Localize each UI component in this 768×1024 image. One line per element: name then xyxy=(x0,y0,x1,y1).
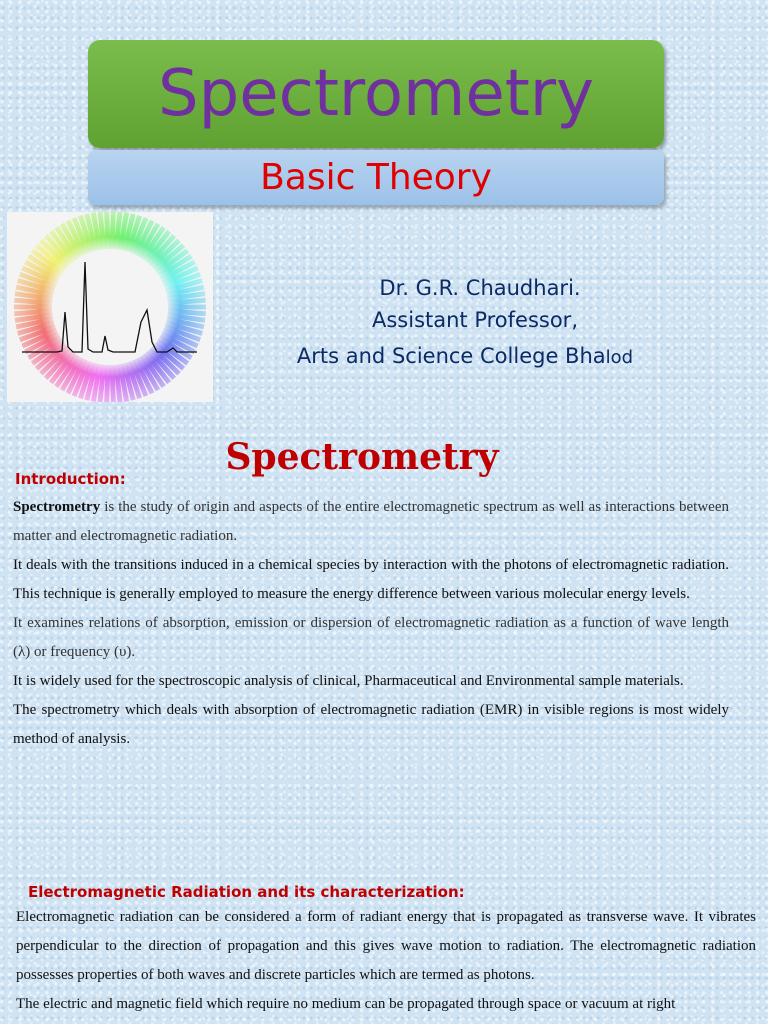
author-position: Assistant Professor, xyxy=(371,308,578,332)
intro-paragraph-4: It is widely used for the spectroscopic analysis of clinical, Pharmaceutical and Environmental sample materials. xyxy=(13,673,684,689)
intro-paragraph-1 xyxy=(13,493,729,551)
introduction-label: Introduction: xyxy=(15,470,126,488)
title-banner xyxy=(88,40,664,148)
author-college-main: Arts and Science College Bha xyxy=(296,344,606,368)
author-name: Dr. G.R. Chaudhari. xyxy=(379,276,581,300)
emr-paragraph-2: The electric and magnetic field which require no medium can be propagated through space or vacuum at right xyxy=(16,996,676,1012)
author-college-tail: lod xyxy=(605,347,634,368)
spectrum-color-wheel-icon xyxy=(7,212,213,402)
subtitle-banner xyxy=(88,150,664,205)
intro-term: Spectrometry xyxy=(13,499,101,515)
intro-paragraph-2: It deals with the transitions induced in a chemical species by interaction with the photons of electromagnetic radiation. This technique is generally employed to measure the energy difference between various molecular energy levels. xyxy=(13,557,729,602)
introduction-body xyxy=(13,493,729,754)
section-heading: Spectrometry xyxy=(225,436,499,478)
intro-paragraph-5: The spectrometry which deals with absorption of electromagnetic radiation (EMR) in visible regions is most widely method of analysis. xyxy=(13,702,729,747)
intro-definition: is the study of origin and aspects of the entire electromagnetic spectrum as well as interactions between matter and electromagnetic radiation. xyxy=(13,499,729,544)
page-subtitle: Basic Theory xyxy=(260,157,492,198)
emr-label: Electromagnetic Radiation and its characterization: xyxy=(28,883,465,901)
emr-body xyxy=(16,903,756,1019)
emr-paragraph-1: Electromagnetic radiation can be considered a form of radiant energy that is propagated as transverse wave. It vibrates perpendicular to the direction of propagation and this gives wave motion to radiation. The electromagnetic radiation possesses properties of both waves and discrete particles which are termed as photons. xyxy=(16,909,756,983)
author-college xyxy=(235,344,695,368)
page-title: Spectrometry xyxy=(158,57,594,131)
intro-paragraph-3: It examines relations of absorption, emission or dispersion of electromagnetic radiation as a function of wave length (λ) or frequency (υ). xyxy=(13,615,729,660)
